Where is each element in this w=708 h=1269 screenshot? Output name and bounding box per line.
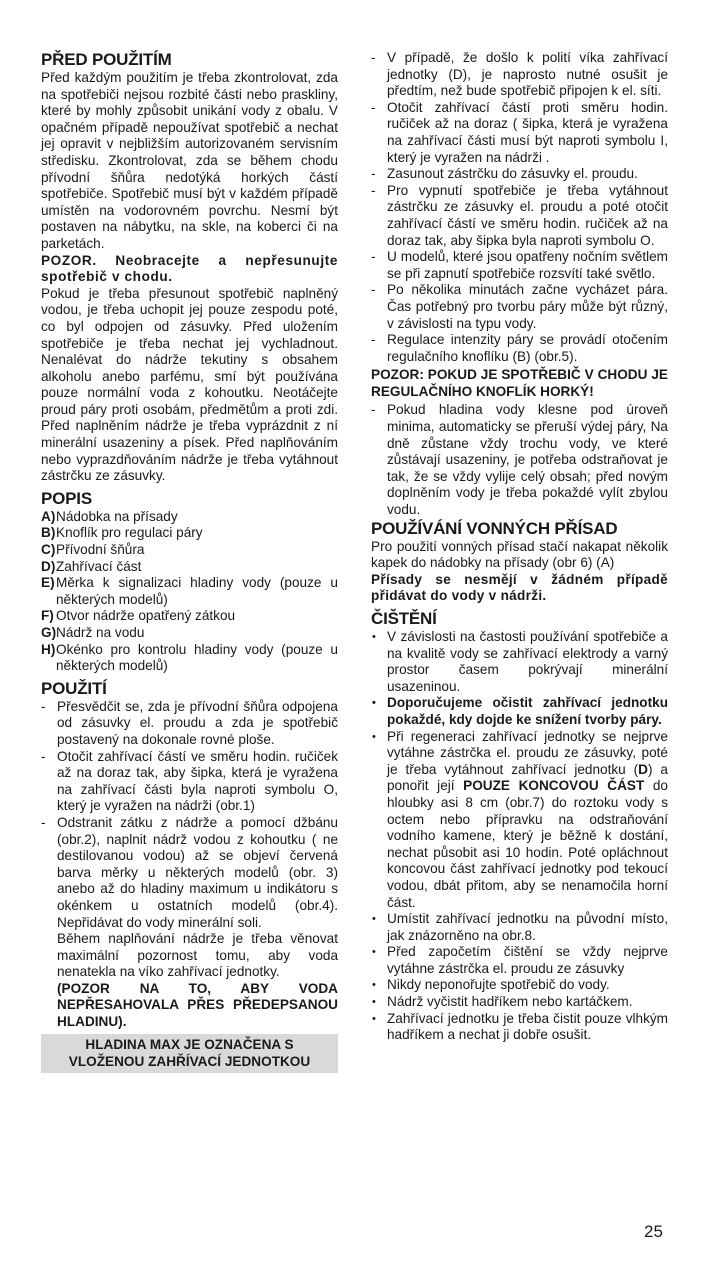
max-level-note-box: HLADINA MAX JE OZNAČENA S VLOŽENOU ZAHŘÍVACÍ JEDNOTKOU (41, 1034, 338, 1073)
parts-list (41, 509, 338, 675)
paragraph-before-use: Před každým použitím je třeba zkontrolovat, zda na spotřebiči nejsou rozbité části nebo praskliny, které by mohly způsobit unikání vody z obalu. V opačném případě nepoužívat spotřebič a nechat jej opravit v nejbližším autorizovaném servisním středisku. Zkontrolovat, zda se během chodu přívodní šňůra nedotýká horkých částí spotřebiče. Spotřebič musí být v každém případě umístěn na vodorovném povrchu. Nesmí být postaven na nábytku, na skle, na koberci či na parketách. (41, 70, 338, 251)
part-item: B) Knoflík pro regulaci páry (41, 525, 203, 541)
list-item: - U modelů, které jsou opatřeny nočním světlem se při zapnutí spotřebiče rozsvítí také světlo. (371, 249, 668, 281)
part-item: D) Zahřívací část (41, 558, 142, 574)
list-item: - Po několika minutách začne vycházet pára. Čas potřebný pro tvorbu páry může být různý, v závislosti na typu vody. (371, 282, 668, 331)
usage-continuation: Během naplňování nádrže je třeba věnovat maximální pozornost tomu, aby voda nenatekla na víko zahřívací jednotky. (57, 931, 338, 980)
list-item: - Přesvědčit se, zda je přívodní šňůra odpojena od zásuvky el. proudu a zda je spotřebič postavený na dokonale rovné ploše. (41, 698, 338, 747)
heading-cisteni: ČIŠTĚNÍ (371, 609, 437, 628)
part-item: E) Měrka k signalizaci hladiny vody (pouze u některých modelů) (41, 575, 338, 607)
usage-list-continued (371, 50, 668, 365)
list-item: • Umístit zahřívací jednotku na původní místo, jak znázorněno na obr.8. (372, 911, 668, 943)
part-item: F) Otvor nádrže opatřený zátkou (41, 608, 236, 624)
list-item: - Zasunout zástrčku do zásuvky el. proudu. (371, 166, 638, 182)
heading-pouziti: POUŽITÍ (41, 678, 107, 698)
list-item: • Před započetím čištění se vždy nejprve vytáhne zástrčka el. proudu ze zásuvky (372, 944, 668, 976)
left-column (41, 50, 338, 1073)
list-item: - Pro vypnutí spotřebiče je třeba vytáhnout zástrčku ze zásuvky el. proudu a poté otočit zahřívací částí ve směru hodin. ručiček až na doraz tak, aby šipka byla naproti symbolu O. (371, 182, 668, 248)
list-item: - Otočit zahřívací částí proti směru hodin. ručiček až na doraz ( šipka, která je vyražena na zahřívací části musí být naproti symbolu I, který je vyražen na nádrži . (371, 99, 668, 165)
list-item: - Otočit zahřívací částí ve směru hodin. ručiček až na doraz tak, aby šipka, která je vyražena na zahřívací části byla naproti symbolu O, který je vyražen na nádrži (obr.1) (41, 748, 338, 814)
water-level-list (371, 402, 668, 518)
heading-popis: POPIS (41, 488, 92, 508)
list-item: - Pokud hladina vody klesne pod úroveň minima, automaticky se přeruší výdej páry, Na dně zůstane vždy trochu vody, ve které zůstávají usazeniny, je potřeba odstraňovat je tak, že se vždy vylije celý obsah; před novým doplněním vody je třeba pokaždé vylít zbylou vodu. (371, 402, 668, 518)
list-item: • Nikdy neponořujte spotřebič do vody. (372, 977, 610, 993)
warning-knob-hot: POZOR: POKUD JE SPOTŘEBIČ V CHODU JE REGULAČNÍHO KNOFLÍK HORKÝ! (371, 367, 668, 399)
page-number: 25 (644, 1222, 663, 1241)
warning-do-not-move: POZOR. Neobracejte a nepřesunujte spotřebič v chodu. (41, 252, 338, 285)
list-item: - V případě, že došlo k polití víka zahřívací jednotky (D), je naprosto nutné osušit je předtím, než bude spotřebič připojen k el. síti. (371, 50, 668, 99)
list-item: • Nádrž vyčistit hadříkem nebo kartáčkem. (372, 994, 633, 1010)
heading-vonne-prisady: POUŽÍVÁNÍ VONNÝCH PŘÍSAD (371, 518, 618, 538)
list-item: • Doporučujeme očistit zahřívací jednotku pokaždé, kdy dojde ke snížení tvorby páry. (372, 695, 668, 727)
list-item: • Při regeneraci zahřívací jednotky se nejprve vytáhne zástrčka el. proudu ze zásuvky, poté je třeba vytáhnout zahřívací jednotku (D) a ponořit její POUZE KONCOVOU ČÁST do hloubky asi 8 cm (obr.7) do roztoku vody s octem nebo přípravku na odstraňování vodního kamene, který je běžně k dostání, nechat působit asi 10 hodin. Poté opláchnout koncovou část zahřívací jednotky pod tekoucí vodou, dbát přitom, aby se nenamočila horní část. (372, 728, 668, 910)
list-item: - Regulace intenzity páry se provádí otočením regulačního knoflíku (B) (obr.5). (371, 332, 668, 364)
part-item: A) Nádobka na přísady (41, 508, 178, 524)
paragraph-fragrance: Pro použití vonných přísad stačí nakapat několik kapek do nádobky na přísady (obr 6) (A) (371, 538, 668, 571)
cleaning-list (371, 629, 668, 1044)
warning-fragrance: Přísady se nesmějí v žádném případě přidávat do vody v nádrži. (371, 571, 668, 604)
list-item: • Zahřívací jednotku je třeba čistit pouze vlhkým hadříkem a nechat ji dobře osušit. (372, 1010, 668, 1043)
part-item: C) Přívodní šňůra (41, 542, 145, 558)
right-column (371, 50, 668, 1044)
paragraph-moving-appliance: Pokud je třeba přesunout spotřebič naplněný vodou, je třeba uchopit jej pouze zespodu poté, co byl odpojen od zásuvky. Před uložením spotřebiče je třeba nechat jej vychladnout. Nenalévat do nádrže tekutiny s obsahem alkoholu anebo parfému, smí být používána pouze normální voda z kohoutku. Neotáčejte proud páry proti osobám, předmětům a proti zdi. Před naplněním nádrže je třeba vyprázdnit z ní minerální usazeniny a písek. Před naplňováním nebo vyprazdňováním nádrže je třeba vytáhnout zástrčku ze zásuvky. (41, 285, 338, 484)
heading-pred-pouzitim: PŘED POUŽITÍM (41, 50, 172, 69)
part-item: H) Okénko pro kontrolu hladiny vody (pouze u některých modelů) (41, 641, 338, 674)
list-item: • V závislosti na častosti používání spotřebiče a na kvalitě vody se zahřívací elektrody a varný prostor časem pokrývají minerální usazeninou. (372, 629, 668, 694)
warning-water-level: (POZOR NA TO, ABY VODA NEPŘESAHOVALA PŘES PŘEDEPSANOU HLADINU). (57, 980, 338, 1030)
part-item: G) Nádrž na vodu (41, 625, 145, 640)
usage-list (41, 699, 338, 931)
list-item: - Odstranit zátku z nádrže a pomocí džbánu (obr.2), naplnit nádrž vodou z kohoutku ( ne destilovanou vodou) až se objeví červená barva měrky u některých modelů (obr. 3) anebo až do hladiny maximum u indikátoru s okénkem u ostatních modelů (obr.4). Nepřidávat do vody minerální soli. (41, 814, 338, 930)
